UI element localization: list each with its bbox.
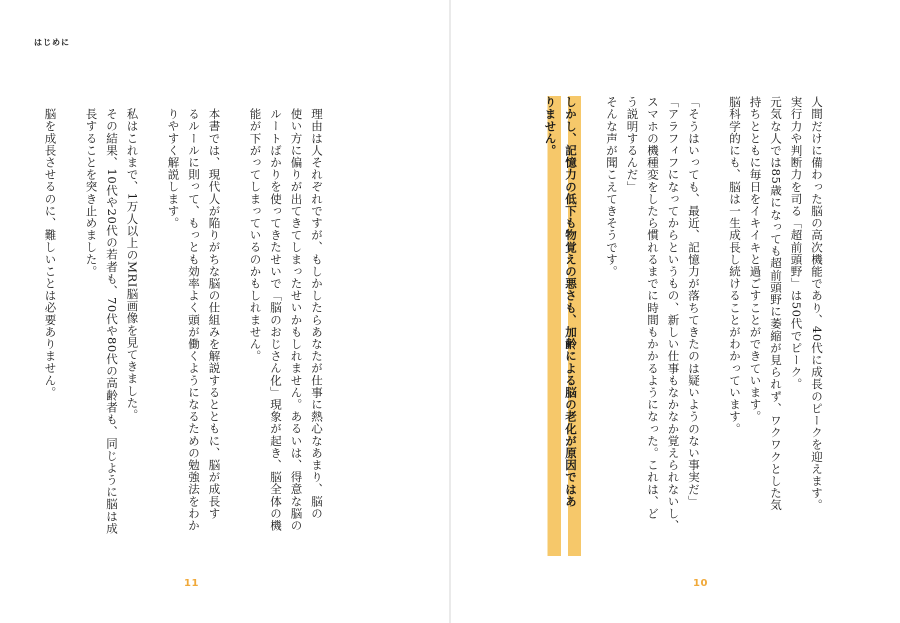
text-line: るルールに則って、もっとも効率よく頭が働くようになるための勉強法をわか — [187, 108, 201, 532]
text-line: 長することを突き止めました。 — [84, 108, 99, 278]
text-line: 本書では、現代人が陥りがちな脳の仕組みを解説するとともに、脳が成長す — [207, 108, 222, 520]
page-number-left: 11 — [184, 578, 199, 589]
text-line: 脳を成長させるのに、難しいことは必要ありません。 — [43, 108, 58, 399]
left-page-text — [40, 108, 327, 558]
text-line: 人間だけに備わった脳の高次機能であり、40代に成長のピークを迎えます。 — [810, 96, 824, 512]
text-line — [143, 108, 164, 568]
text-line: 能が下がってしまっているのかもしれません。 — [248, 108, 263, 363]
text-line — [581, 96, 602, 556]
text-line — [61, 108, 82, 568]
text-line: そんな声が聞こえてきそうです。 — [605, 96, 619, 278]
text-line: 元気な人では85歳になっても超前頭野に萎縮が見られず、ワクワクとした気 — [769, 96, 783, 512]
right-page-text — [540, 96, 827, 556]
text-line: 「アラフィフになってからというもの、新しい仕事もなかなか覚えられないし、 — [666, 96, 681, 532]
running-head: はじめに — [34, 38, 70, 47]
text-line: スマホの機種変をしたら慣れるまでに時間もかかるようになった。これは、ど — [646, 96, 660, 520]
emphasis-line: しかし、記憶力の低下も物覚えの悪さも、加齢による脳の老化が原因ではあ — [561, 96, 582, 556]
text-line: 持ちとともに毎日をイキイキと過ごすことができています。 — [748, 96, 763, 423]
text-line: その結果、10代や20代の若者も、70代や80代の高齢者も、同じように脳は成 — [105, 108, 119, 535]
text-line: 「そうはいっても、最近、記憶力が落ちてきたのは疑いようのない事実だ」 — [687, 96, 701, 508]
text-line — [704, 96, 725, 556]
text-line: 私はこれまで、1万人以上のMRI脳画像を見てきました。 — [125, 108, 140, 421]
text-line: 理由は人それぞれですが、もしかしたらあなたが仕事に熱心なあまり、脳の — [310, 108, 324, 520]
page-number-right: 10 — [693, 578, 708, 589]
text-line: りやすく解説します。 — [166, 108, 181, 229]
emphasis-line: りません。 — [540, 96, 561, 556]
text-line — [225, 108, 246, 568]
text-line: う説明するんだ」 — [625, 96, 640, 193]
text-line: 脳科学的にも、脳は一生成長し続けることがわかっています。 — [728, 96, 742, 435]
page-gutter — [449, 0, 451, 623]
text-line: ルートばかりを使ってきたせいで「脳のおじさん化」現象が起き、脳全体の機 — [269, 108, 283, 532]
text-line: 使い方に偏りが出てきてしまったせいかもしれません。あるいは、得意な脳の — [289, 108, 304, 532]
text-line: 実行力や判断力を司る「超前頭野」は50代でピーク。 — [789, 96, 804, 391]
